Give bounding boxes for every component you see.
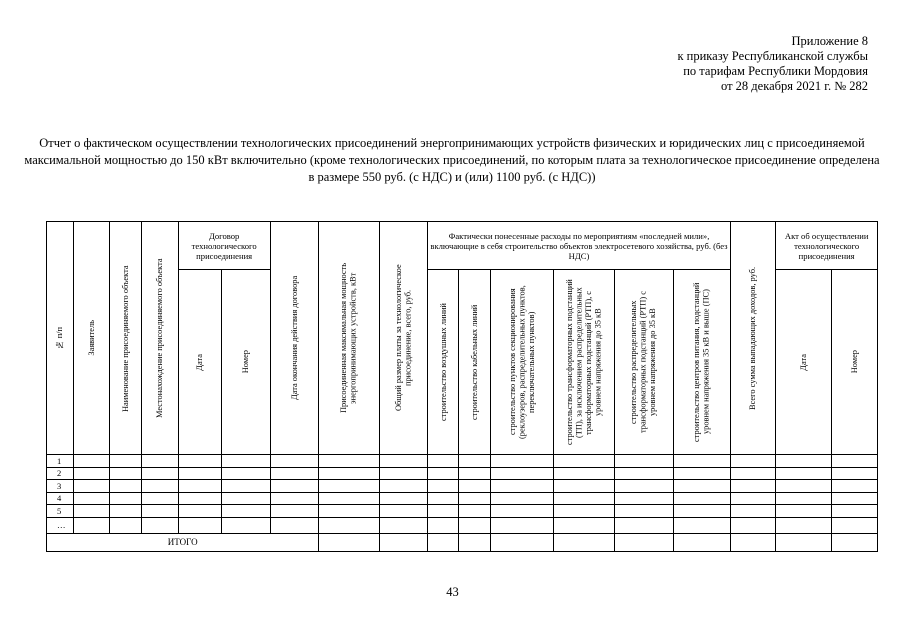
total-label: ИТОГО (47, 533, 319, 551)
page-number: 43 (446, 585, 459, 599)
total-row (47, 533, 878, 551)
row-number: 5 (47, 505, 74, 518)
table-row (47, 492, 878, 505)
table-row (47, 467, 878, 480)
header-applicant: Заявитель (73, 222, 109, 455)
report-table (46, 221, 878, 552)
appendix-header (677, 34, 868, 94)
appendix-line: по тарифам Республики Мордовия (683, 64, 868, 78)
row-dots: … (47, 517, 74, 533)
report-title: Отчет о фактическом осуществлении технологических присоединений энергопринимающих устройств физических и юридических лиц с присоединяемой максимальной мощностью до 150 кВт включительно (кроме технологических присоединений, по которым плата за технологическое присоединение определена в размере 550 руб. (с НДС) и (или) 1100 руб. (с НДС)) (24, 136, 880, 184)
header-cost-rtp: строительство распределительных трансформаторных подстанций (РТП) с уровнем напряжения до 35 кВ (614, 270, 673, 455)
header-max-power: Присоединенная максимальная мощность энергопринимающих устройств, кВт (319, 222, 379, 455)
appendix-line: Приложение 8 (791, 34, 868, 48)
header-costs-group: Фактически понесенные расходы по мероприятиям «последней мили», включающие в себя строительство объектов электросетевого хозяйства, руб. (без НДС) (428, 222, 731, 270)
header-num: № п/п (47, 222, 74, 455)
header-cost-tp: строительство трансформаторных подстанций (ТП), за исключением распределительных трансформаторных подстанций (РТП), с уровнем напряжения до 35 кВ (553, 270, 614, 455)
header-act-number: Номер (832, 270, 878, 455)
header-cost-overhead: строительство воздушных линий (428, 270, 459, 455)
header-total-fee: Общий размер платы за технологическое присоединение, всего, руб. (379, 222, 428, 455)
header-cost-ps: строительство центров питания, подстанций уровнем напряжения 35 кВ и выше (ПС) (673, 270, 730, 455)
appendix-line: от 28 декабря 2021 г. № 282 (720, 79, 868, 93)
header-act-group: Акт об осуществлении технологического присоединения (776, 222, 878, 270)
header-contract-date: Дата (178, 270, 222, 455)
table-row (47, 505, 878, 518)
header-cost-cable: строительство кабельных линий (459, 270, 491, 455)
header-cost-sectioning: строительство пунктов секционирования (реклоузеров, распределительных пунктов, переключательных пунктов) (491, 270, 553, 455)
appendix-line: к приказу Республиканской службы (677, 49, 868, 63)
row-number: 2 (47, 467, 74, 480)
row-number: 4 (47, 492, 74, 505)
table-row (47, 517, 878, 533)
header-contract-group: Договор технологического присоединения (178, 222, 270, 270)
header-object-location: Местонахождение присоединяемого объекта (142, 222, 178, 455)
row-number: 1 (47, 455, 74, 468)
table-row (47, 480, 878, 493)
header-lost-income: Всего сумма выпадающих доходов, руб. (730, 222, 776, 455)
table-row (47, 455, 878, 468)
header-act-date: Дата (776, 270, 832, 455)
header-contract-end: Дата окончания действия договора (270, 222, 319, 455)
header-contract-number: Номер (222, 270, 271, 455)
header-object-name: Наименование присоединяемого объекта (110, 222, 142, 455)
row-number: 3 (47, 480, 74, 493)
